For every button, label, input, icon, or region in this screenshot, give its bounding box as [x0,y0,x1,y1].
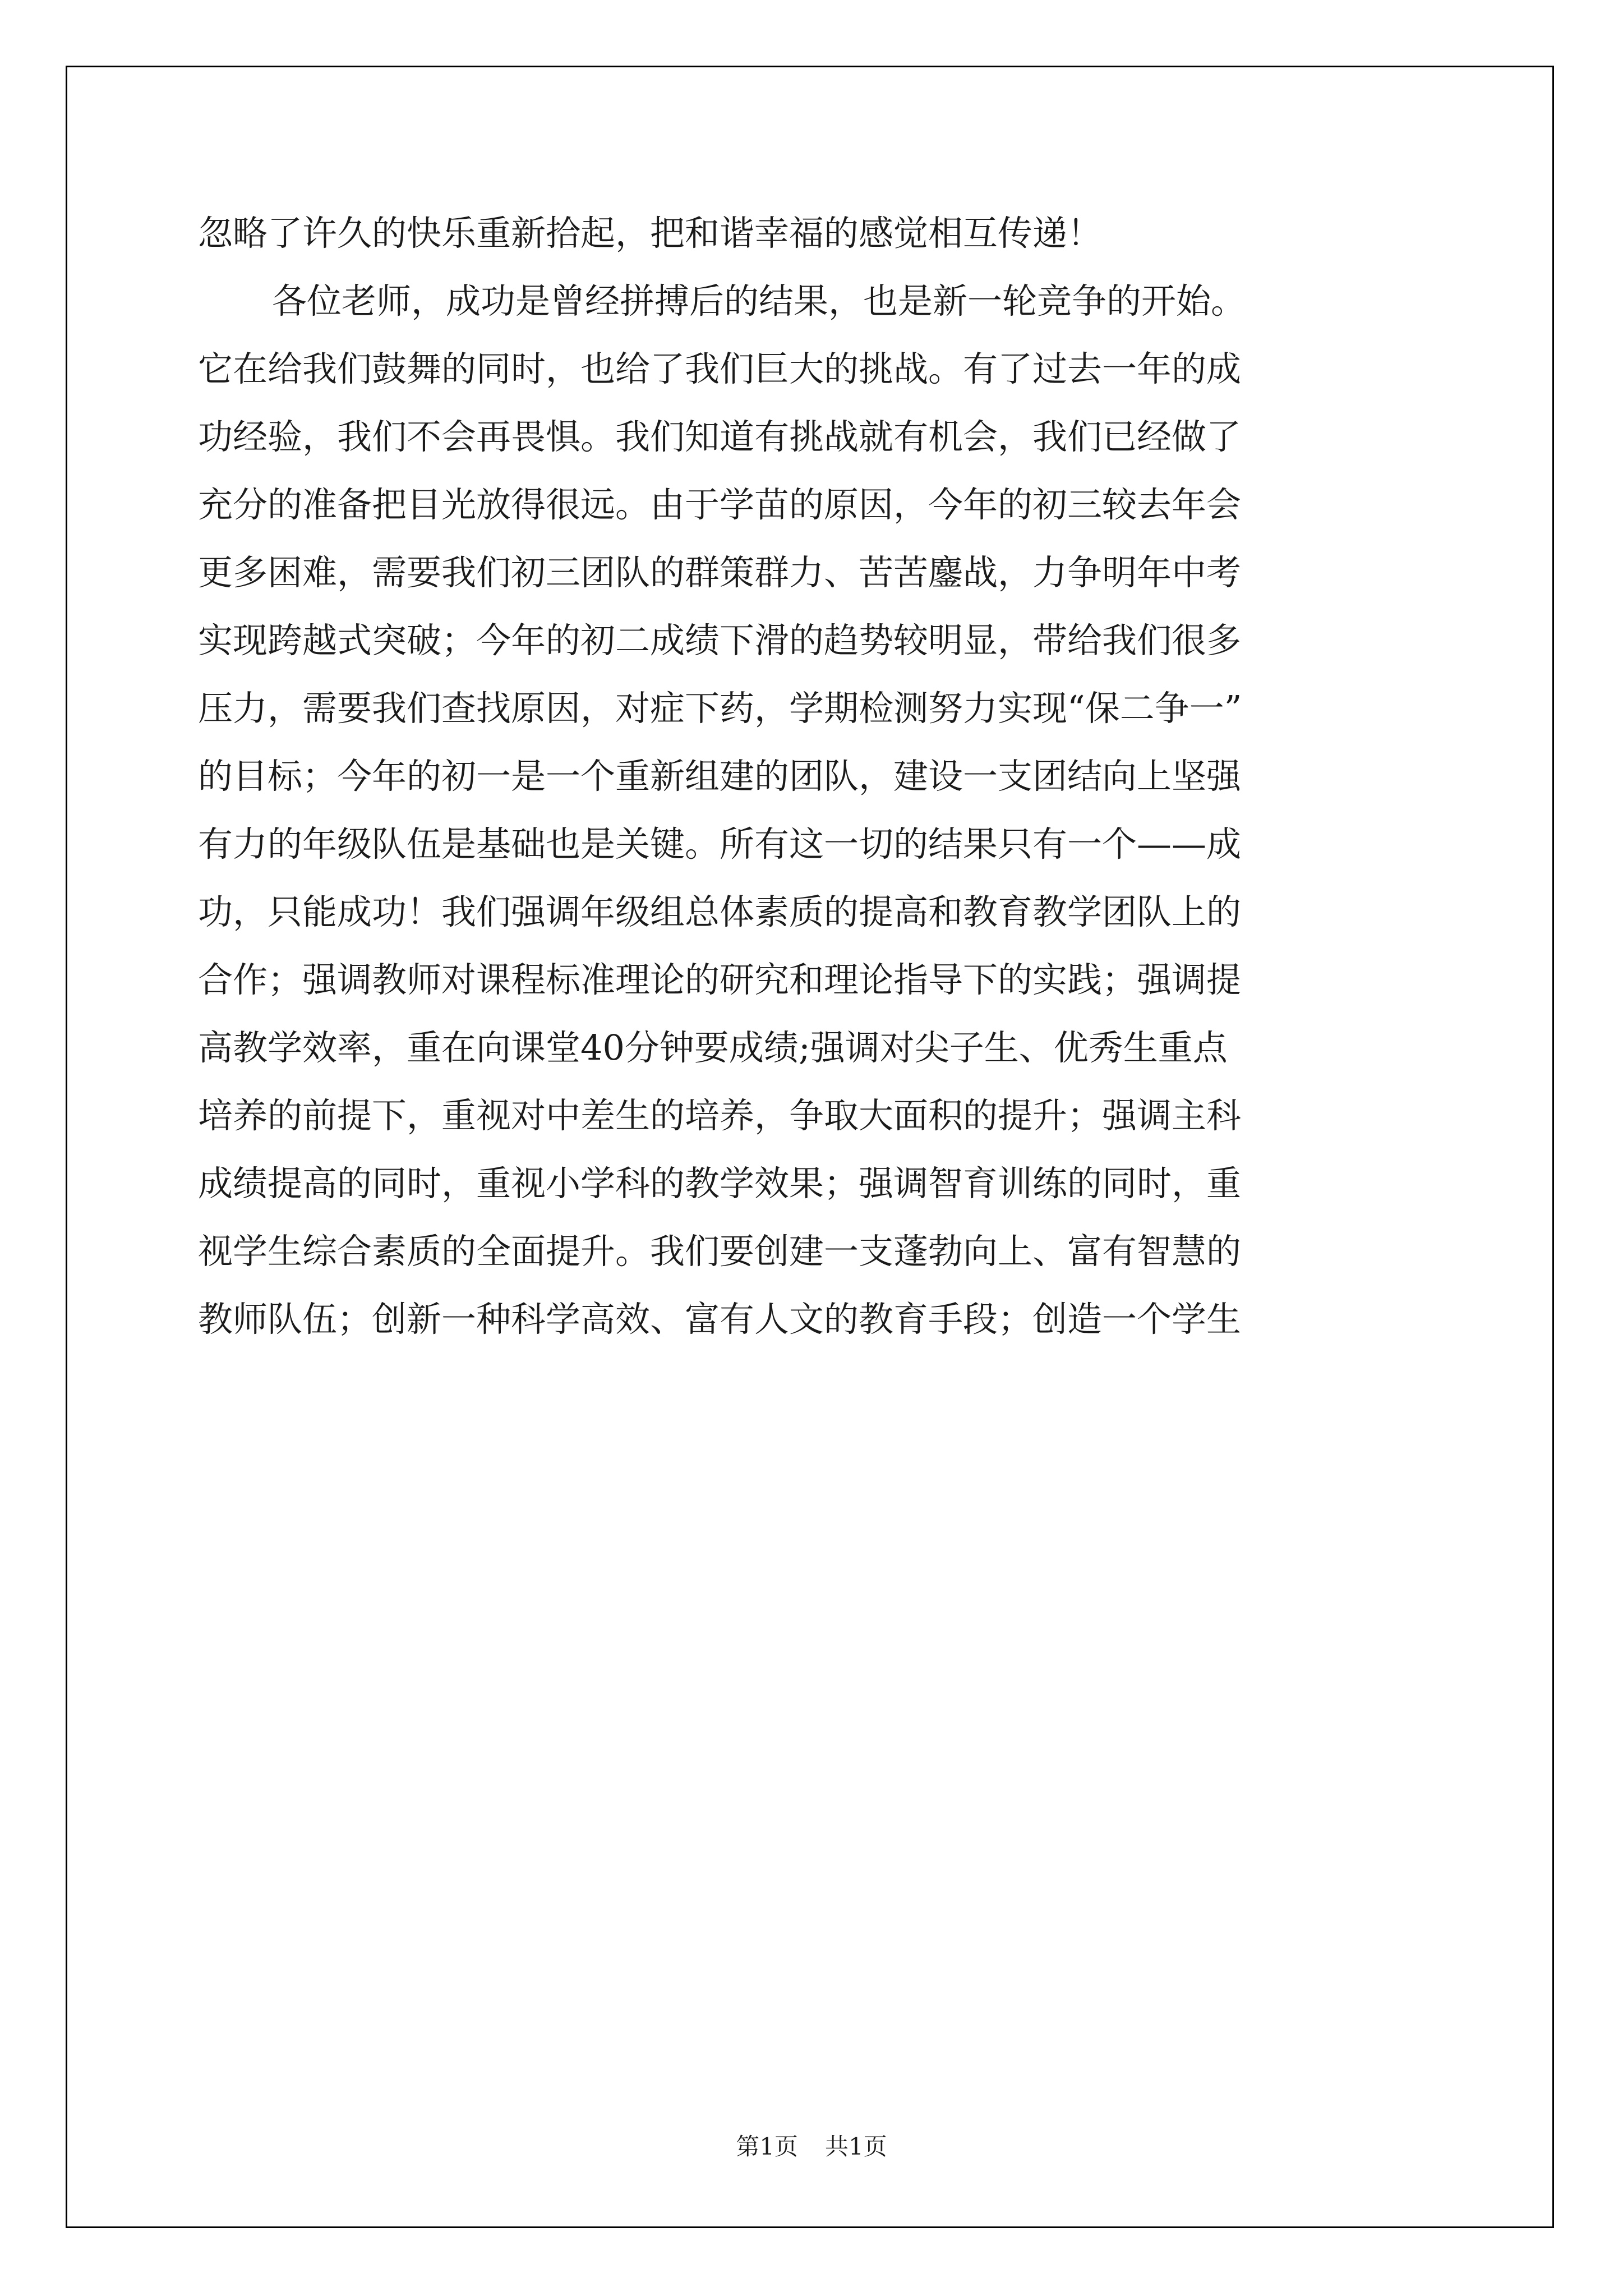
text-line: 充分的准备把目光放得很远。由于学苗的原因，今年的初三较去年会 [198,484,1242,525]
text-line: 的目标；今年的初一是一个重新组建的团队，建设一支团结向上坚强 [198,756,1242,797]
text-line: 教师队伍；创新一种科学高效、富有人文的教育手段；创造一个学生 [198,1299,1242,1340]
text-line: 更多困难，需要我们初三团队的群策群力、苦苦鏖战，力争明年中考 [198,552,1242,593]
page-number: 第1页 [736,2133,798,2160]
document-body [198,199,1425,1353]
text-line: 高教学效率，重在向课堂40分钟要成绩;强调对尖子生、优秀生重点 [198,1027,1228,1068]
text-line: 功经验，我们不会再畏惧。我们知道有挑战就有机会，我们已经做了 [198,416,1242,457]
page-footer [0,2128,1623,2162]
text-line: 实现跨越式突破；今年的初二成绩下滑的趋势较明显，带给我们很多 [198,620,1242,661]
text-line: 它在给我们鼓舞的同时，也给了我们巨大的挑战。有了过去一年的成 [198,348,1242,389]
text-line: 忽略了许久的快乐重新拾起，把和谐幸福的感觉相互传递！ [198,213,1103,254]
page-total: 共1页 [825,2133,887,2160]
text-line: 成绩提高的同时，重视小学科的教学效果；强调智育训练的同时，重 [198,1163,1242,1204]
text-line: 压力，需要我们查找原因，对症下药，学期检测努力实现“保二争一” [198,688,1242,729]
text-line: 合作；强调教师对课程标准理论的研究和理论指导下的实践；强调提 [198,959,1242,1000]
text-line: 功，只能成功！我们强调年级组总体素质的提高和教育教学团队上的 [198,891,1242,932]
paragraph-start-line: 各位老师，成功是曾经拼搏后的结果，也是新一轮竞争的开始。 [272,280,1246,321]
text-line: 视学生综合素质的全面提升。我们要创建一支蓬勃向上、富有智慧的 [198,1231,1242,1272]
text-line: 培养的前提下，重视对中差生的培养，争取大面积的提升；强调主科 [198,1095,1242,1136]
text-line: 有力的年级队伍是基础也是关键。所有这一切的结果只有一个——成 [198,823,1242,864]
